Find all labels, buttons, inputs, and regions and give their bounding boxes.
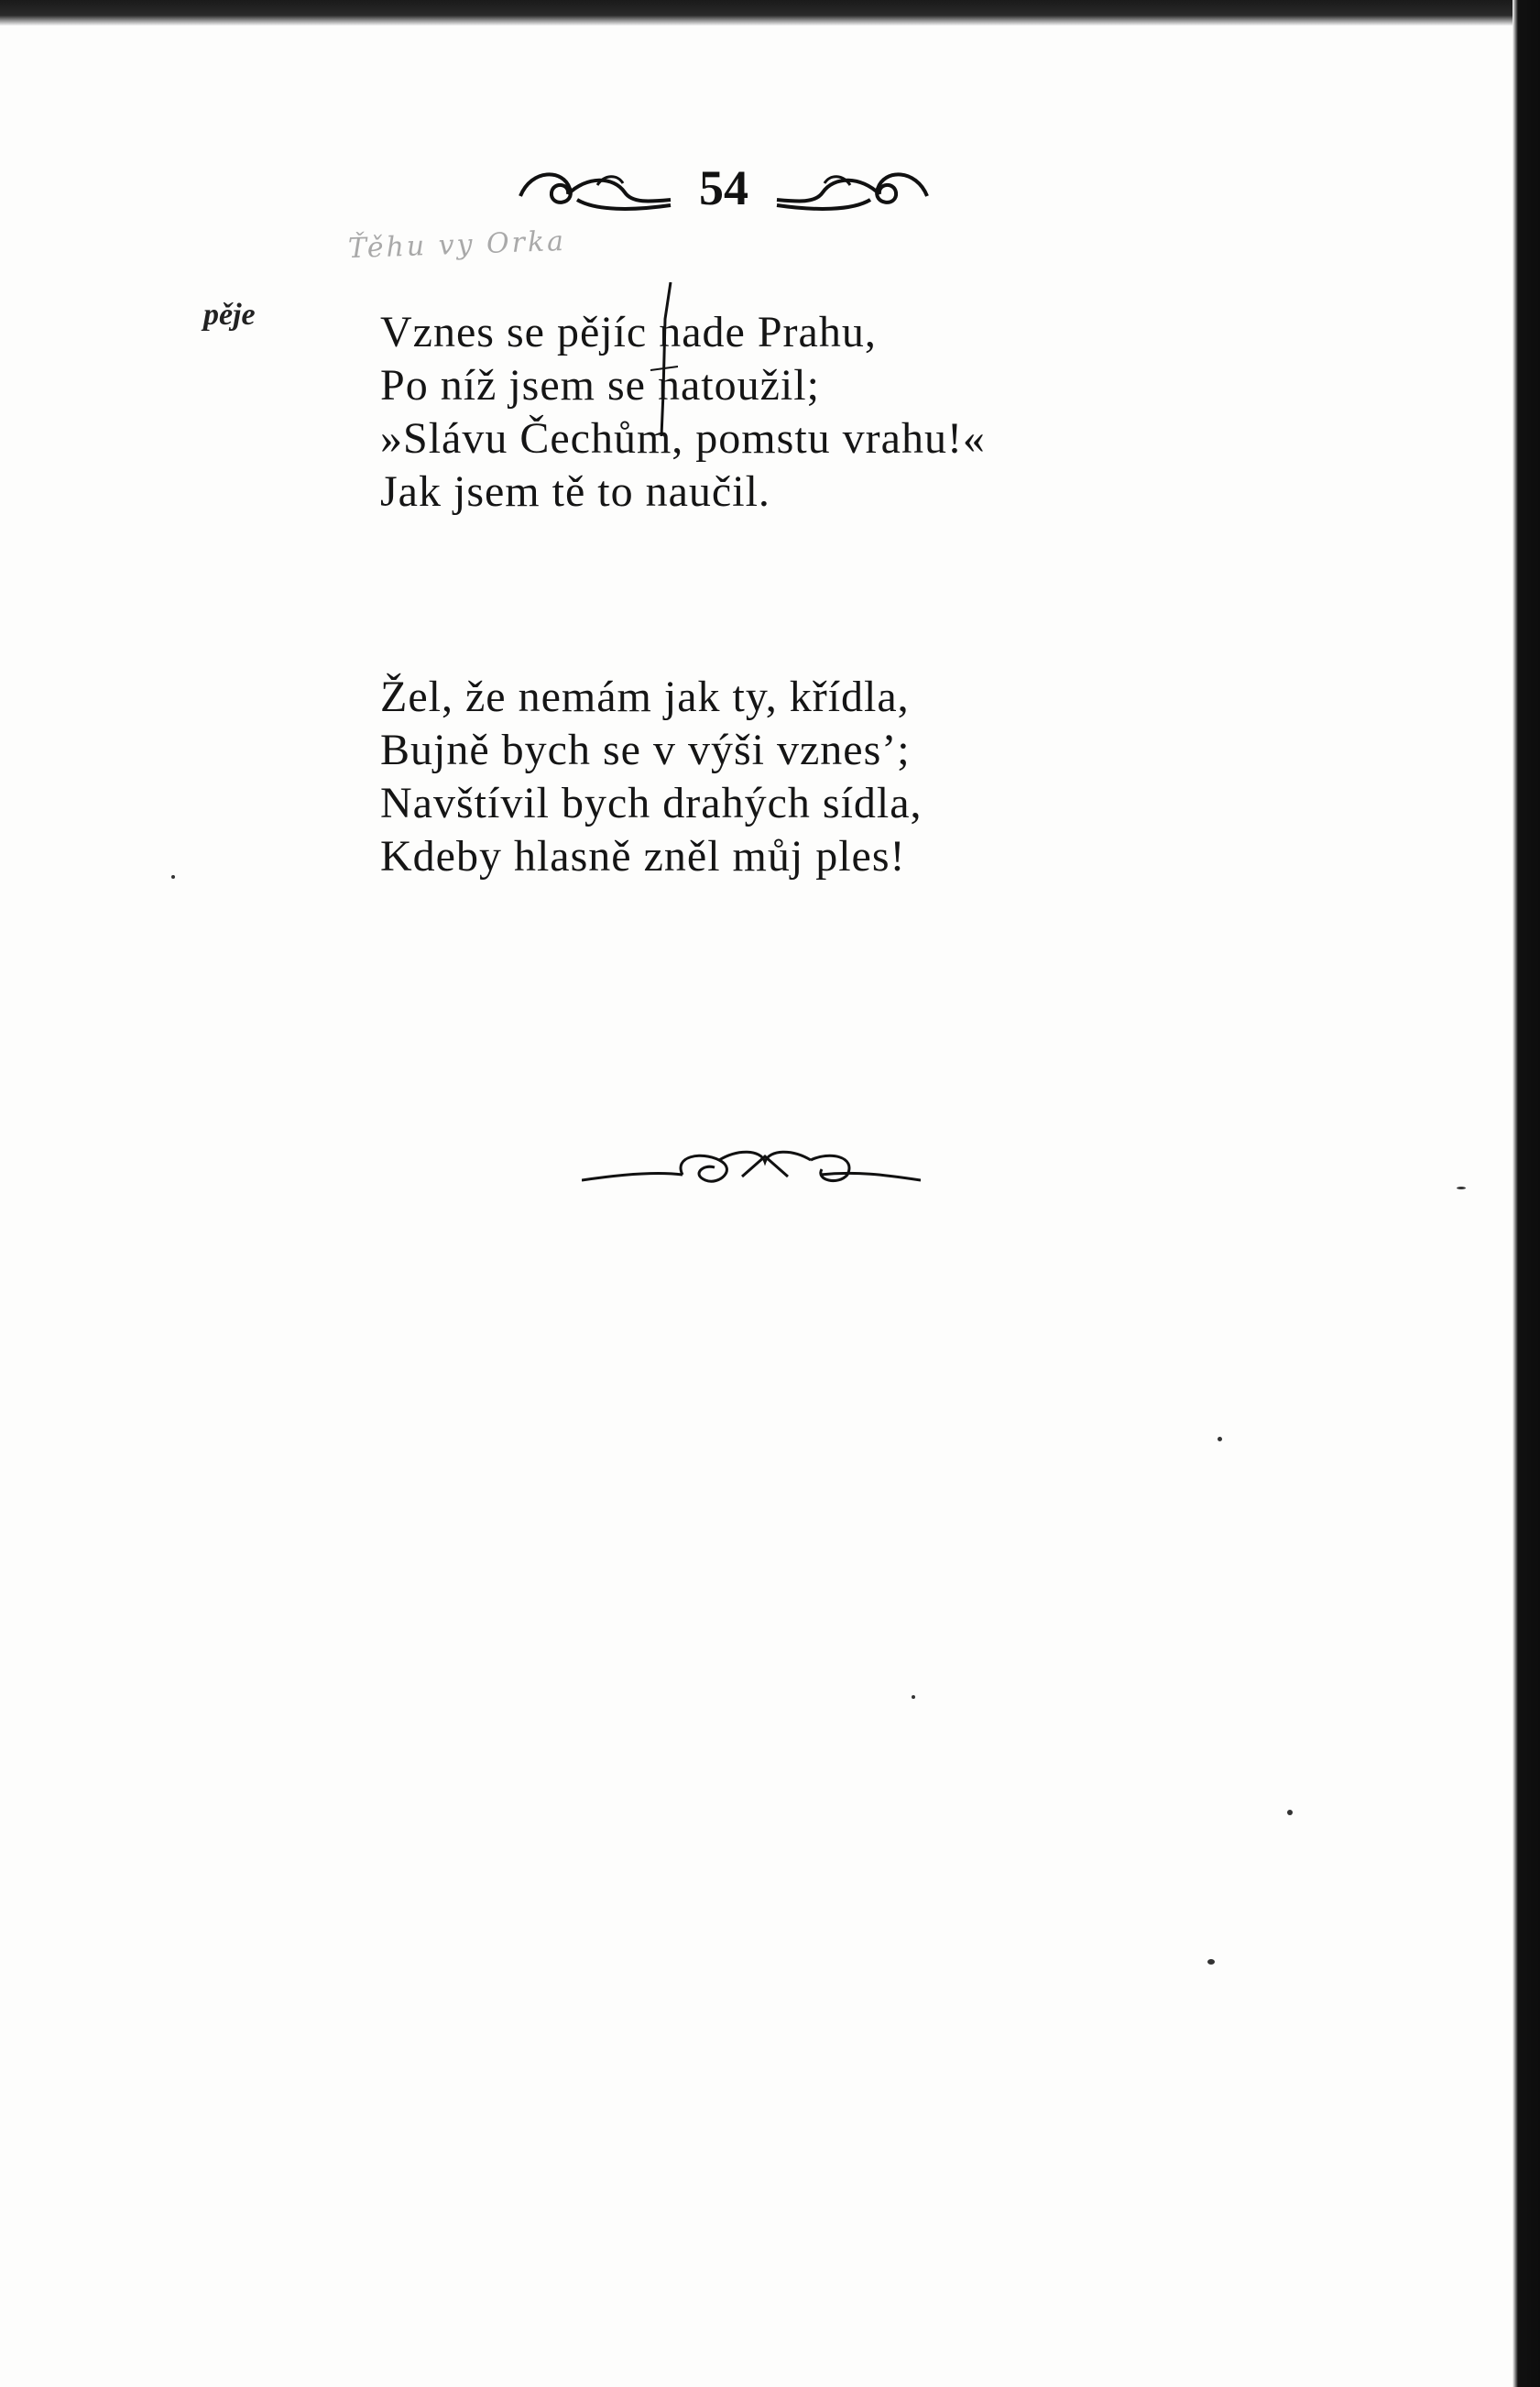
tailpiece-flourish-icon [582, 1144, 921, 1199]
verse-line: Žel, že nemám jak ty, křídla, [380, 673, 910, 721]
page-number: 54 [699, 160, 748, 215]
paper-speck [1457, 1187, 1466, 1189]
pencil-annotation: Ťěhu vy Orka [347, 224, 567, 266]
paper-speck [171, 875, 175, 879]
stanza-1 [380, 306, 986, 519]
paper-speck [1287, 1810, 1293, 1815]
verse-line: »Slávu Čechům, pomstu vrahu!« [380, 414, 986, 463]
paper-speck [1207, 1959, 1215, 1965]
scan-right-edge [1513, 0, 1540, 2387]
scroll-ornament-icon [770, 159, 934, 214]
paper-speck [912, 1695, 915, 1699]
scroll-ornament-icon [513, 159, 678, 214]
verse-line: Bujně bych se v výši vznes’; [380, 726, 911, 774]
verse-line: Navštívil bych drahých sídla, [380, 779, 923, 827]
scan-top-edge [0, 0, 1540, 26]
pencil-strike-mark [650, 282, 678, 438]
verse-line: Jak jsem tě to naučil. [380, 467, 770, 516]
page-header [513, 147, 934, 229]
verse-line: Kdeby hlasně zněl můj ples! [380, 832, 906, 881]
stanza-2 [380, 671, 923, 883]
verse-line: Vznes se pějíc nade Prahu, [380, 308, 877, 356]
verse-line: Po níž jsem se natoužil; [380, 361, 820, 410]
paper-speck [1218, 1437, 1222, 1441]
margin-note: pěje [203, 298, 256, 332]
